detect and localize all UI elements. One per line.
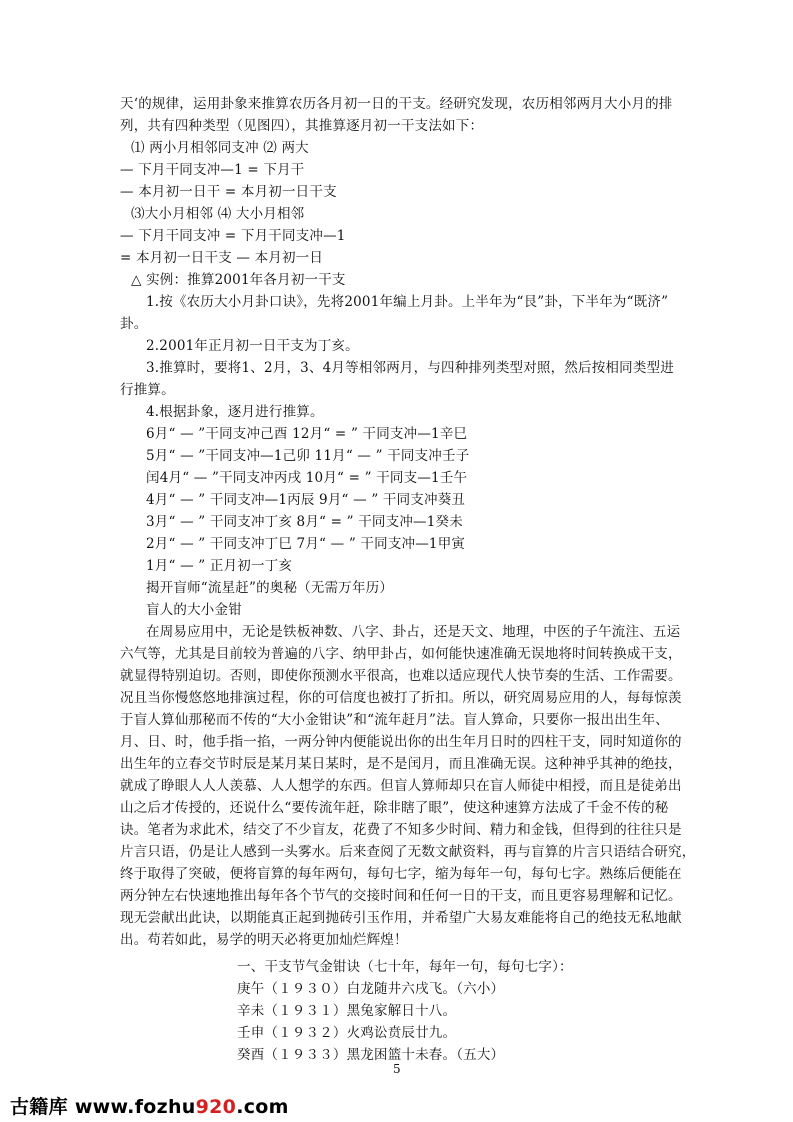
text-line: 1.按《农历大小月卦口诀》，先将2001年编上月卦。上半年为“艮”卦，下半年为“既济” (146, 294, 669, 310)
text-line: — 下月干同支冲 = 下月干同支冲—1 (120, 228, 346, 244)
text-line: 山之后才传授的，还说什么“要传流年赶，除非瞎了眼”，使这种速算方法成了千金不传的秘 (120, 800, 669, 816)
text-line: 现无尝献出此诀，以期能真正起到抛砖引玉作用，并希望广大易友难能将自己的绝技无私地献 (120, 910, 682, 926)
text-line: 盲人的大小金钳 (146, 602, 242, 618)
text-line: 2.2001年正月初一日干支为丁亥。 (146, 338, 359, 354)
text-line: ⑴ 两小月相邻同支冲 ⑵ 两大 (131, 140, 309, 156)
text-line: 卦。 (120, 316, 148, 332)
text-line: 六气等，尤其是目前较为普遍的八字、纳甲卦占，如何能快速准确无误地将时间转换成干支， (120, 646, 682, 662)
text-line: 列，共有四种类型（见图四），其推算逐月初一干支法如下： (120, 118, 484, 134)
text-line: 诀。笔者为求此术，结交了不少盲友，花费了不知多少时间、精力和金钱，但得到的往往只是 (120, 822, 682, 838)
text-line: 6月“ — ”干同支冲己酉 12月“ = ” 干同支冲—1辛巳 (146, 426, 468, 442)
text-line: 行推算。 (120, 382, 175, 398)
text-line: 4.根据卦象，逐月进行推算。 (146, 404, 324, 420)
url-suffix: .com (236, 1096, 289, 1118)
url-highlight: 920 (195, 1096, 237, 1118)
text-line: 出。苟若如此，易学的明天必将更加灿烂辉煌！ (120, 932, 408, 948)
text-line: 2月“ — ” 干同支冲丁巳 7月“ — ” 干同支冲—1甲寅 (146, 536, 466, 552)
text-line: 月、日、时，他手指一掐，一两分钟内便能说出你的出生年月日时的四柱干支，同时知道你的 (120, 734, 682, 750)
text-line: 就显得特别迫切。否则，即使你预测水平很高，也难以适应现代人快节奏的生活、工作需要。 (120, 668, 682, 684)
verse-line: 癸酉（１９３３）黑龙困篮十未春。（五大） (237, 1047, 505, 1063)
text-line: 1月“ — ” 正月初一丁亥 (146, 558, 293, 574)
text-line: 天‘的规律，运用卦象来推算农历各月初一日的干支。经研究发现，农历相邻两月大小月的排 (120, 96, 673, 112)
text-line: — 下月干同支冲—1 = 下月干 (120, 162, 305, 178)
page-number: 5 (393, 1062, 401, 1076)
text-line: ⑶大小月相邻 ⑷ 大小月相邻 (131, 206, 305, 222)
verse-line: 壬申（１９３２）火鸡讼贲辰廿九。 (237, 1025, 457, 1041)
text-line: 片言只语，仍是让人感到一头雾水。后来查阅了无数文献资料，再与盲算的片言只语结合研究， (120, 844, 696, 860)
text-line: — 本月初一日干 = 本月初一日干支 (120, 184, 337, 200)
text-line: 于盲人算仙那秘而不传的“大小金钳诀”和“流年赶月”法。盲人算命，只要你一报出出生年、 (120, 712, 670, 728)
text-line: 5月“ — ”干同支冲—1己卯 11月“ — ” 干同支冲壬子 (146, 448, 470, 464)
url-prefix: www.fozhu (74, 1096, 196, 1118)
text-line: 出生年的立春交节时辰是某月某日某时，是不是闰月，而且准确无误。这种神乎其神的绝技， (120, 756, 682, 772)
text-line: 3月“ — ” 干同支冲丁亥 8月“ = ” 干同支冲—1癸未 (146, 514, 463, 530)
text-line: = 本月初一日干支 — 本月初一日 (120, 250, 324, 266)
section-heading: 一、干支节气金钳诀（七十年，每年一句，每句七字）： (237, 959, 573, 975)
text-line: 揭开盲师“流星赶”的奥秘（无需万年历） (146, 580, 394, 596)
text-line: 就成了睁眼人人人羡慕、人人想学的东西。但盲人算师却只在盲人师徒中相授，而且是徒弟出 (120, 778, 682, 794)
site-name: 古籍库 (10, 1096, 68, 1118)
text-line: 两分钟左右快速地推出每年各个节气的交接时间和任何一日的干支，而且更容易理解和记忆。 (120, 888, 682, 904)
text-line: △ 实例：推算2001年各月初一干支 (131, 272, 346, 288)
verse-line: 庚午（１９３０）白龙随井六戌飞。（六小） (237, 981, 505, 997)
text-line: 在周易应用中，无论是铁板神数、八字、卦占，还是天文、地理，中医的子午流注、五运 (146, 624, 681, 640)
text-line: 况且当你慢悠悠地排演过程，你的可信度也被打了折扣。所以，研究周易应用的人，每每惊羡 (120, 690, 682, 706)
site-footer (10, 1092, 289, 1119)
text-line: 闰4月“ — ”干同支冲丙戌 10月“ = ” 干同支—1壬午 (146, 470, 468, 486)
text-line: 4月“ — ” 干同支冲—1丙辰 9月“ — ” 干同支冲葵丑 (146, 492, 466, 508)
text-line: 终于取得了突破，便将盲算的每年两句，每句七字，缩为每年一句，每句七字。熟练后便能在 (120, 866, 682, 882)
verse-line: 辛未（１９３１）黑兔家解日十八。 (237, 1003, 457, 1019)
text-line: 3.推算时，要将1、2月，3、4月等相邻两月，与四种排列类型对照，然后按相同类型进 (146, 360, 674, 376)
